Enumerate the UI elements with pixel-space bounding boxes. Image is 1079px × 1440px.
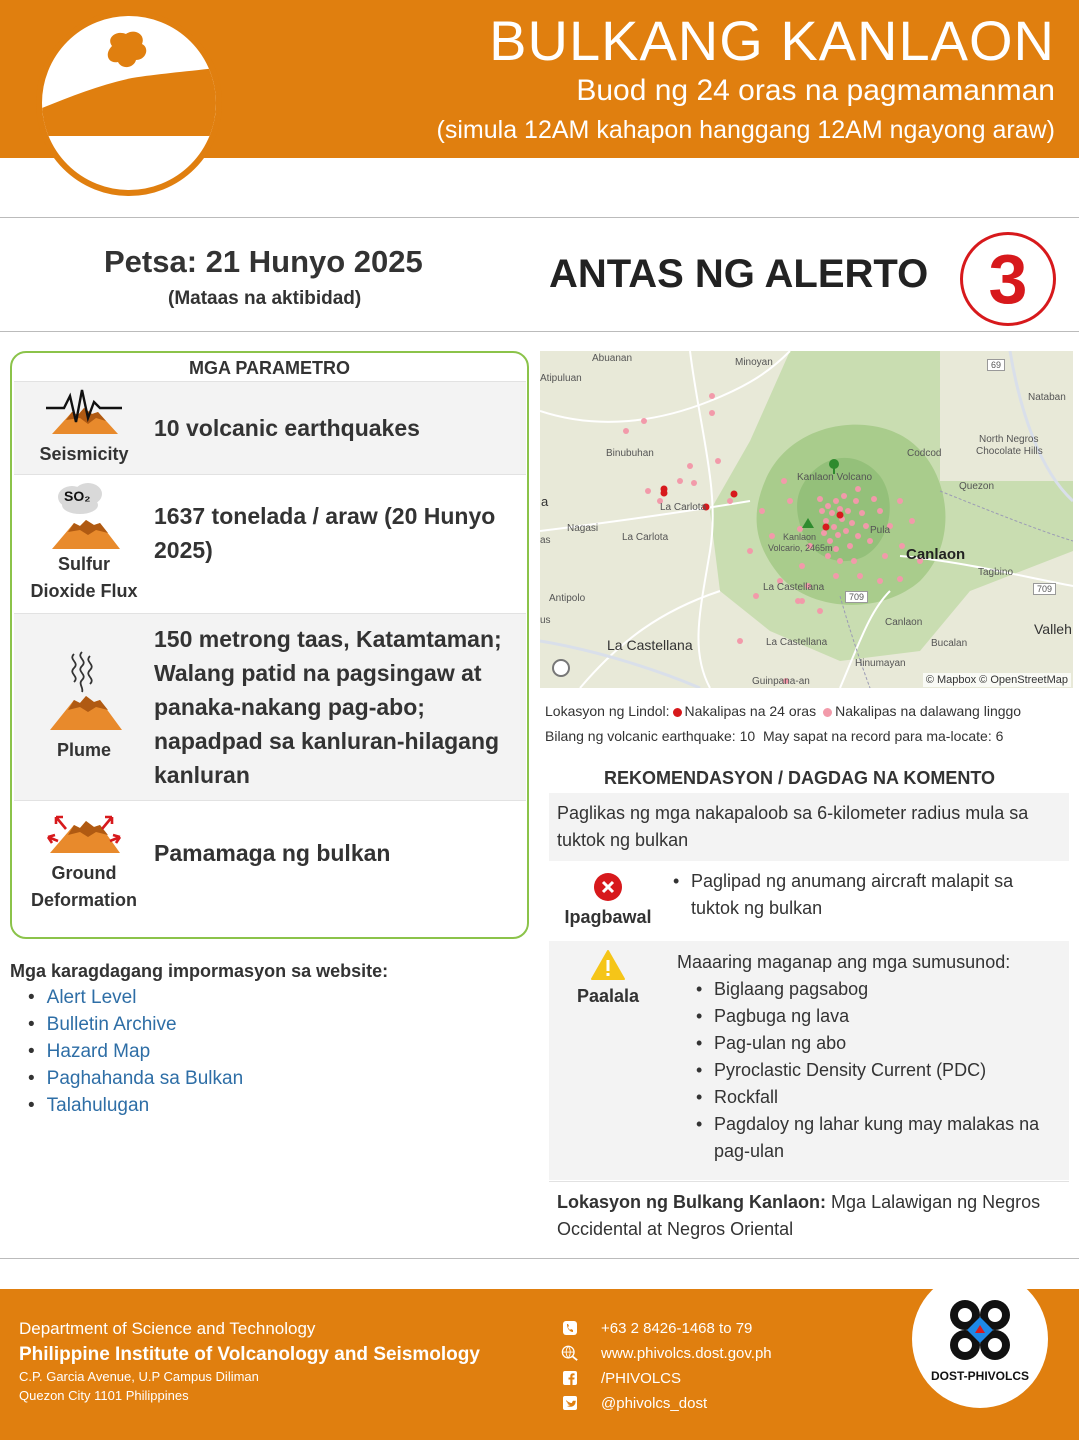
- volcano-location-label: Lokasyon ng Bulkang Kanlaon:: [557, 1192, 827, 1212]
- prohibition-item: • Paglipad ng anumang aircraft malapit sa tuktok ng bulkan: [673, 868, 1053, 922]
- footer-website[interactable]: www.phivolcs.dost.gov.ph: [601, 1344, 772, 1362]
- map-label: Canlaon: [885, 617, 923, 628]
- divider: [0, 331, 1079, 332]
- alert-level-badge: [960, 232, 1056, 326]
- map-label: North Negros: [979, 434, 1039, 445]
- legend-older: Nakalipas na dalawang linggo: [835, 703, 1022, 719]
- param-row-seismicity: [14, 382, 526, 474]
- seismicity-value: 10 volcanic earthquakes: [154, 415, 420, 441]
- deformation-volcano-icon: [44, 809, 124, 855]
- phone-icon: [561, 1319, 579, 1337]
- map-label: Volcario, 2465m: [768, 543, 833, 553]
- footer-phone-row: [561, 1319, 752, 1337]
- facebook-icon: [561, 1369, 579, 1387]
- bulletin-date: Petsa: 21 Hunyo 2025: [104, 244, 423, 279]
- map-label: Guinpana-an: [752, 676, 810, 687]
- earthquake-counts: [545, 728, 1003, 744]
- map-label: Tagbino: [978, 567, 1014, 578]
- activity-level: (Mataas na aktibidad): [168, 288, 362, 309]
- map-label: La Castellana: [607, 637, 693, 653]
- deformation-label-line1: Ground: [51, 862, 117, 883]
- plume-label: Plume: [56, 740, 112, 760]
- map-label: La Carlota: [660, 502, 707, 513]
- legend-location-label: Lokasyon ng Lindol:: [545, 703, 670, 719]
- param-row-plume: [14, 614, 526, 800]
- road-shield: 709: [1033, 583, 1056, 595]
- link-volcano-preparedness[interactable]: • Paghahanda sa Bulkan: [28, 1065, 243, 1092]
- dost-logo-icon: [945, 1295, 1015, 1365]
- map-label: a: [541, 494, 549, 509]
- twitter-icon: [561, 1394, 579, 1412]
- footer-department: Department of Science and Technology: [19, 1319, 316, 1338]
- so2-value: 1637 tonelada / araw (20 Hunyo 2025): [154, 503, 496, 563]
- footer-facebook-row: [561, 1369, 681, 1387]
- plume-volcano-icon: [44, 650, 124, 732]
- volcano-location-box: [549, 1181, 1069, 1247]
- prohibition-box: [549, 862, 1069, 940]
- map-label: La Castellana: [763, 582, 825, 593]
- map-label: Atipuluan: [540, 373, 582, 384]
- earthquake-count: Bilang ng volcanic earthquake: 10: [545, 728, 756, 744]
- map-label: Antipolo: [549, 593, 586, 604]
- volcano-location: [557, 1189, 1061, 1243]
- hazard-item: • Pagdaloy ng lahar kung may malakas na pag-ulan: [696, 1111, 1061, 1165]
- map-label: Kanlaon: [783, 532, 817, 542]
- reminder-icon-cell: [549, 949, 667, 1007]
- logo-text: DOST-PHIVOLCS: [930, 1369, 1029, 1383]
- hazard-item: • Biglaang pagsabog: [696, 976, 1061, 1003]
- map-legend: [545, 703, 1021, 719]
- map-label: Abuanan: [592, 353, 633, 364]
- divider: [0, 217, 1079, 218]
- link-glossary[interactable]: • Talahulugan: [28, 1092, 243, 1119]
- map-label: Codcod: [907, 448, 942, 459]
- map-label: Quezon: [959, 481, 995, 492]
- hazard-item: • Pagbuga ng lava: [696, 1003, 1061, 1030]
- so2-label-line2: Dioxide Flux: [30, 581, 138, 601]
- map-label: Chocolate Hills: [976, 446, 1043, 457]
- road-shield: 709: [845, 591, 868, 603]
- hazard-item: • Rockfall: [696, 1084, 1061, 1111]
- plume-value: 150 metrong taas, Katamtaman; Walang patid na pagsingaw at panaka-nakang pag-abo; napadpad sa kanluran-hilagang kanluran: [154, 626, 502, 788]
- prohibition-list: [673, 868, 1053, 922]
- plume-cell: [14, 650, 154, 764]
- map-attribution: © Mapbox © OpenStreetMap: [923, 673, 1071, 687]
- map-label: Canlaon: [906, 546, 966, 563]
- map-label: as: [540, 535, 551, 546]
- map-label: Valleh: [1034, 621, 1072, 637]
- seismograph-volcano-icon: [44, 388, 124, 436]
- link-bulletin-archive[interactable]: • Bulletin Archive: [28, 1011, 243, 1038]
- map-label: La Carlota: [622, 532, 669, 543]
- hazard-item: • Pag-ulan ng abo: [696, 1030, 1061, 1057]
- alert-level-number: 3: [988, 240, 1028, 318]
- deformation-label-line2: Deformation: [30, 889, 137, 910]
- website-links: [28, 984, 243, 1119]
- footer-twitter-row: [561, 1394, 707, 1412]
- legend-recent: Nakalipas na 24 oras: [684, 703, 817, 719]
- so2-volcano-icon: [44, 483, 124, 551]
- volcano-logo-icon: [36, 10, 222, 196]
- param-row-so2: [14, 475, 526, 613]
- reminder-box: [549, 941, 1069, 1180]
- map-label: Pula: [870, 525, 891, 536]
- footer-institute: Philippine Institute of Volcanology and Seismology: [19, 1344, 480, 1365]
- map-label: Binubuhan: [606, 448, 654, 459]
- located-count: May sapat na record para ma-locate: 6: [762, 728, 1004, 744]
- link-alert-level[interactable]: • Alert Level: [28, 984, 243, 1011]
- website-info-title: Mga karagdagang impormasyon sa website:: [10, 961, 389, 981]
- param-row-deformation: [14, 801, 526, 921]
- prohibited-icon: [593, 872, 623, 902]
- recent-dot-icon: [673, 708, 682, 717]
- seismicity-cell: [14, 388, 154, 468]
- so2-badge: SO₂: [64, 488, 91, 504]
- parameters-panel: [10, 351, 529, 939]
- mapbox-logo-icon: [552, 659, 570, 677]
- recommendations-title: REKOMENDASYON / DAGDAG NA KOMENTO: [604, 768, 996, 788]
- warning-icon: [590, 949, 626, 981]
- road-shield: 69: [987, 359, 1005, 371]
- prohibition-label: Ipagbawal: [564, 907, 652, 927]
- reminder-intro: Maaaring maganap ang mga sumusunod:: [677, 952, 1011, 972]
- evacuation-box: [549, 793, 1069, 861]
- alert-level-label: ANTAS NG ALERTO: [549, 252, 929, 296]
- evacuation-text: Paglikas ng mga nakapaloob sa 6-kilometer radius mula sa tuktok ng bulkan: [557, 803, 1029, 850]
- footer-website-row: [561, 1344, 772, 1362]
- link-hazard-map[interactable]: • Hazard Map: [28, 1038, 243, 1065]
- page-subtitle: Buod ng 24 oras na pagmamanman: [576, 74, 1055, 107]
- globe-search-icon: [561, 1344, 579, 1362]
- parameters-title: MGA PARAMETRO: [189, 358, 350, 378]
- reminder-list: [696, 976, 1061, 1165]
- prohibition-icon-cell: [549, 872, 667, 928]
- seismicity-label: Seismicity: [39, 444, 129, 464]
- reminder-label: Paalala: [576, 986, 640, 1006]
- monitoring-period: (simula 12AM kahapon hanggang 12AM ngayong araw): [436, 116, 1055, 144]
- deformation-value: Pamamaga ng bulkan: [154, 840, 391, 866]
- deformation-cell: [14, 809, 154, 914]
- map-label: Minoyan: [735, 357, 773, 368]
- footer-phone[interactable]: +63 2 8426-1468 to 79: [601, 1319, 753, 1337]
- footer-address-line2: Quezon City 1101 Philippines: [19, 1388, 189, 1403]
- map-label: Nagasi: [567, 523, 599, 534]
- map-label: Bucalan: [931, 638, 968, 649]
- earthquake-map[interactable]: [540, 351, 1073, 688]
- so2-label-line1: Sulfur: [58, 554, 110, 574]
- divider: [0, 1258, 1079, 1259]
- map-label: us: [540, 615, 551, 626]
- map-label: Nataban: [1028, 392, 1066, 403]
- hazard-item: • Pyroclastic Density Current (PDC): [696, 1057, 1061, 1084]
- map-label: Hinumayan: [855, 658, 906, 669]
- volcano-location-text: Mga Lalawigan ng Negros Occidental at Negros Oriental: [557, 1192, 1041, 1239]
- footer-twitter[interactable]: @phivolcs_dost: [601, 1394, 708, 1412]
- map-label: La Castellana: [766, 637, 828, 648]
- dost-phivolcs-logo: [912, 1270, 1048, 1408]
- footer-address-line1: C.P. Garcia Avenue, U.P Campus Diliman: [19, 1369, 259, 1384]
- header-banner: [0, 0, 1079, 158]
- so2-cell: [14, 483, 154, 605]
- footer-facebook[interactable]: /PHIVOLCS: [601, 1369, 682, 1387]
- page-title: BULKANG KANLAON: [489, 9, 1055, 72]
- map-label: Kanlaon Volcano: [797, 472, 873, 483]
- older-dot-icon: [823, 708, 832, 717]
